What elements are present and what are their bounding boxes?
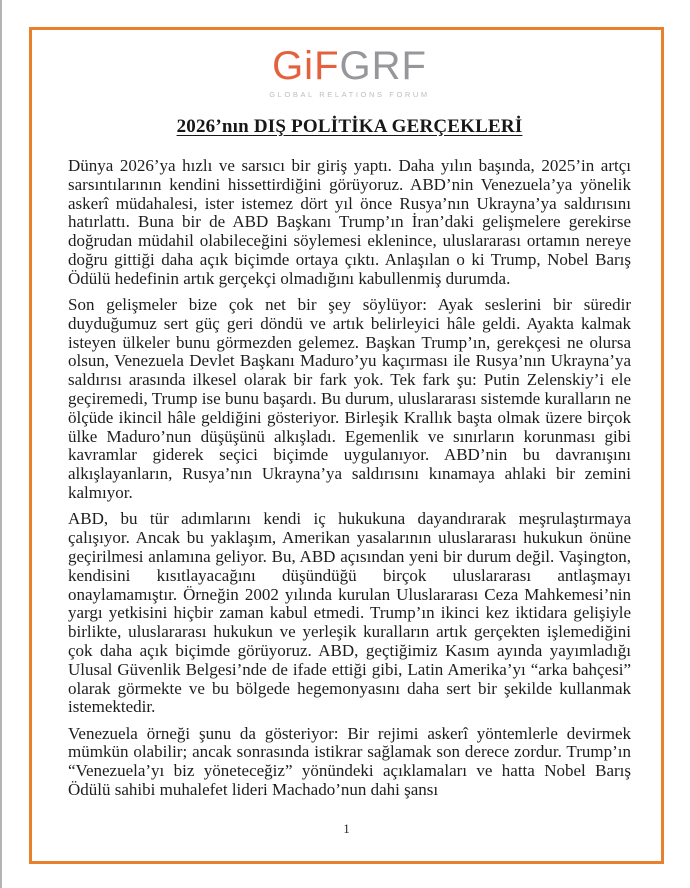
grf-logo-wordmark <box>68 44 631 88</box>
paragraph-1: Dünya 2026’ya hızlı ve sarsıcı bir giriş yaptı. Daha yılın başında, 2025’in artçı sarsıntılarının kendini hissettirdiğini görüyoruz. ABD’nin Venezuela’ya yönelik askerî müdahalesi, ister istemez dört yıl önce Rusya’nın Ukrayna’ya saldırısını hatırlattı. Buna bir de ABD Başkanı Trump’ın İran’daki gelişmelere gerekirse doğrudan müdahil olabileceğini söylemesi eklenince, uluslararası ortamın nereye doğru gittiği daha açık biçimde ortaya çıktı. Anlaşılan o ki Trump, Nobel Barış Ödülü hedefinin artık gerçekçi olmadığını kabullenmiş durumda. <box>68 156 631 288</box>
page-frame <box>29 27 664 864</box>
document-title: 2026’nın DIŞ POLİTİKA GERÇEKLERİ <box>176 116 523 137</box>
paragraph-4: Venezuela örneği şunu da gösteriyor: Bir rejimi askerî yöntemlerle devirmek mümkün olabilir; ancak sonrasında istikrar sağlamak son derece zordur. Trump’ın “Venezuela’yı biz yöneteceğiz” yönündeki açıklamaları ve hatta Nobel Barış Ödülü sahibi muhalefet lideri Machado’nun dahi şansı <box>68 723 631 799</box>
page-number: 1 <box>343 822 350 836</box>
grf-logo-grf: GRF <box>339 44 427 88</box>
paragraph-2: Son gelişmeler bize çok net bir şey söylüyor: Ayak seslerini bir süredir duyduğumuz sert güç geri döndü ve artık belirleyici hâle geldi. Ayakta kalmak isteyen ülkeler bunu görmezden gelemez. Başkan Trump’ın, gerekçesi ne olursa olsun, Venezuela Devlet Başkanı Maduro’yu kaçırması ile Rusya’nın Ukrayna’ya saldırısı arasında ilkesel olarak bir fark yok. Tek fark şu: Putin Zelenskiy’i ele geçiremedi, Trump ise bunu başardı. Bu durum, uluslararası sistemde kuralların ne ölçüde ikincil hâle geldiğini gösteriyor. Birleşik Krallık başta olmak üzere birçok ülke Maduro’nun düşüşünü alkışladı. Egemenlik ve sınırların korunması gibi kavramlar giderek seçici biçimde uygulanıyor. ABD’nin bu davranışını alkışlayanların, Rusya’nın Ukrayna’ya saldırısını kınamaya ahlaki bir zemini kalmıyor. <box>68 295 631 503</box>
grf-logo-gif: GiF <box>272 44 340 88</box>
grf-logo-tagline: GLOBAL RELATIONS FORUM <box>269 90 430 99</box>
document-body <box>68 157 631 800</box>
grf-logo <box>68 44 631 100</box>
window-left-edge <box>0 0 2 888</box>
paragraph-3: ABD, bu tür adımlarını kendi iç hukukuna dayandırarak meşrulaştırmaya çalışıyor. Ancak bu yaklaşım, Amerikan yasalarının uluslararası hukukun önüne geçirilmesi anlamına geliyor. Bu, ABD açısından yeni bir durum değil. Vaşington, kendisini kısıtlayacağını düşündüğü birçok uluslararası antlaşmayı onaylamamıştır. Örneğin 2002 yılında kurulan Uluslararası Ceza Mahkemesi’nin yargı yetkisini hiçbir zaman kabul etmedi. Trump’ın ikinci kez iktidara gelişiyle birlikte, uluslararası hukukun ve yerleşik kuralların artık gerçekten işlemediğini çok daha açık biçimde görüyoruz. ABD, geçtiğimiz Kasım ayında yayımladığı Ulusal Güvenlik Belgesi’nde de ifade ettiği gibi, Latin Amerika’yı “arka bahçesi” olarak görmekte ve bu bölgede hegemonyasını daha sert bir şekilde kullanmak istemektedir. <box>68 509 631 717</box>
